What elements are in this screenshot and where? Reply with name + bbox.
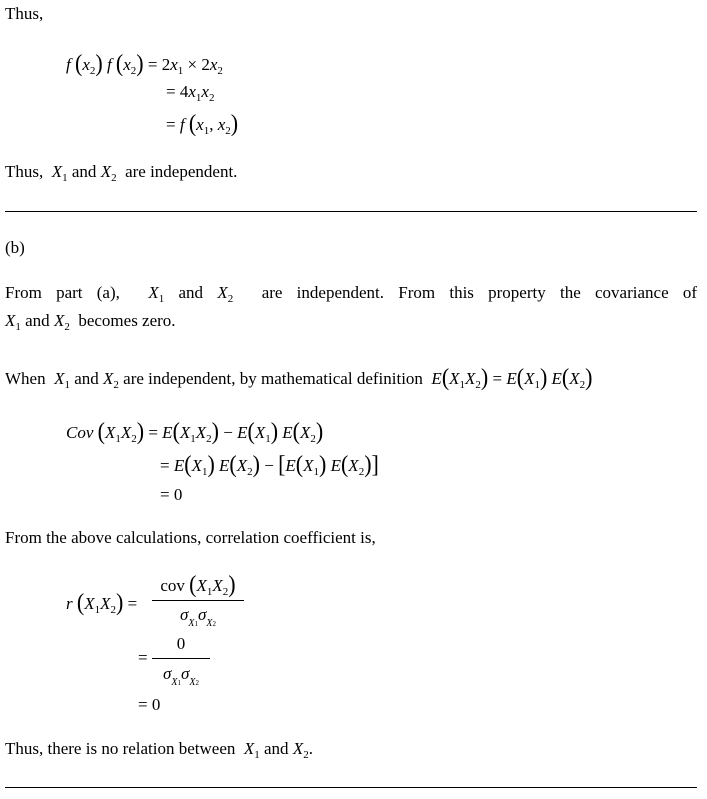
r-lhs: r $(X_1X_2)$ = — [66, 587, 138, 616]
thus-label: Thus, — [5, 4, 44, 23]
para1-line1: From part (a), $X_1$ and $X_2$ are independent. From this property the covariance of — [5, 283, 698, 305]
fraction-bar-2 — [152, 658, 210, 659]
cov-eq1: Cov $(X_1X_2) = E(X_1X_2) - E(X_1)$ $E(X_2)$ — [66, 416, 324, 445]
r-denominator-1: $\sigma_{X1}\sigma_{X2}$ — [180, 605, 216, 629]
cov-eq2: = $E(X_1) E(X_2) - [E(X_1)$ $E(X_2)$] — [160, 449, 379, 478]
part-b-label: (b) — [5, 238, 25, 257]
r-eq-sign: = — [138, 648, 148, 667]
eq-a1: f $(x_2)$ f $(x_2) = 2x_1 \times 2x_2$ — [66, 48, 223, 77]
corr-intro: From the above calculations, correlation coefficient is, — [5, 528, 376, 547]
r-numerator-1: cov $(X_1X_2)$ — [160, 569, 236, 598]
cov-eq3: = 0 — [160, 485, 183, 504]
r-denominator-2: $\sigma_{X1}\sigma_{X2}$ — [163, 664, 199, 688]
final-statement: Thus, there is no relation between $X_1$ and $X_2$. — [5, 739, 313, 761]
r-numerator-2: 0 — [176, 634, 186, 653]
divider-1 — [5, 211, 697, 212]
fraction-bar-1 — [152, 600, 244, 601]
para1-line2: $X_1$ and $X_2$ becomes zero. — [5, 311, 176, 333]
eq-a3: = f ($x_1$, $x_2$) — [166, 108, 239, 137]
eq-a2: = $4x_1x_2$ — [166, 82, 215, 104]
r-final: = 0 — [138, 695, 161, 714]
divider-2 — [5, 787, 697, 788]
conclusion-a: Thus, $X_1$ and $X_2$ are independent. — [5, 162, 238, 184]
para2: When $X_1$ and $X_2$ are independent, by mathematical definition $E(X_1X_2) = E(X_1)$ $E(X_2)$ — [5, 362, 593, 391]
